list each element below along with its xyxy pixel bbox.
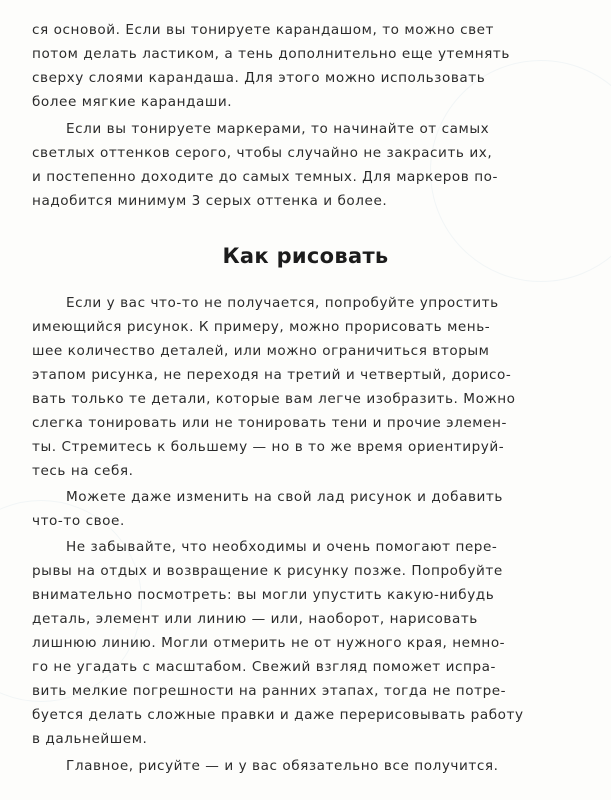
- paragraph-line: слегка тонировать или не тонировать тени и прочие элемен-: [32, 415, 507, 431]
- paragraph-line: и постепенно доходите до самых темных. Для маркеров по-: [32, 169, 498, 185]
- paragraph-line: ся основой. Если вы тонируете карандашом, то можно свет: [32, 22, 495, 38]
- paragraph-line: Можете даже изменить на свой лад рисунок и добавить: [66, 489, 503, 505]
- paragraph-line: буется делать сложные правки и даже перерисовывать работу: [32, 707, 524, 723]
- section-title: Как рисовать: [222, 244, 389, 268]
- paragraph-line: сверху слоями карандаша. Для этого можно использовать: [32, 70, 486, 86]
- paragraph-line: Если у вас что-то не получается, попробуйте упростить: [66, 295, 499, 311]
- paragraph-line: более мягкие карандаши.: [32, 94, 233, 110]
- paragraph-line: Главное, рисуйте — и у вас обязательно все получится.: [66, 758, 499, 774]
- paragraph-line: имеющийся рисунок. К примеру, можно прорисовать мень-: [32, 319, 491, 335]
- paragraph-line: потом делать ластиком, а тень дополнительно еще утемнять: [32, 46, 510, 62]
- paragraph-line: Не забывайте, что необходимы и очень помогают пере-: [66, 539, 498, 555]
- paragraph-line: вать только те детали, которые вам легче изобразить. Можно: [32, 391, 516, 407]
- paragraph-line: тесь на себя.: [32, 463, 134, 479]
- paragraph-line: светлых оттенков серого, чтобы случайно не закрасить их,: [32, 145, 493, 161]
- paragraph-line: шее количество деталей, или можно ограничиться вторым: [32, 343, 490, 359]
- paragraph-line: в дальнейшем.: [32, 731, 148, 747]
- paragraph-line: надобится минимум 3 серых оттенка и более.: [32, 193, 388, 209]
- paragraph-line: этапом рисунка, не переходя на третий и четвертый, дорисо-: [32, 367, 512, 383]
- paragraph-line: вить мелкие погрешности на ранних этапах, тогда не потре-: [32, 683, 507, 699]
- paragraph-line: го не угадать с масштабом. Свежий взгляд поможет испра-: [32, 659, 496, 675]
- paragraph-line: рывы на отдых и возвращение к рисунку позже. Попробуйте: [32, 563, 503, 579]
- paragraph-line: Если вы тонируете маркерами, то начинайте от самых: [66, 121, 490, 137]
- paragraph-line: внимательно посмотреть: вы могли упустить какую-нибудь: [32, 587, 495, 603]
- paragraph-line: лишнюю линию. Могли отмерить не от нужного края, немно-: [32, 635, 506, 651]
- paragraph-line: что-то свое.: [32, 513, 125, 529]
- paragraph-line: ты. Стремитесь к большему — но в то же время ориентируй-: [32, 439, 505, 455]
- paragraph-line: деталь, элемент или линию — или, наоборот, нарисовать: [32, 611, 478, 627]
